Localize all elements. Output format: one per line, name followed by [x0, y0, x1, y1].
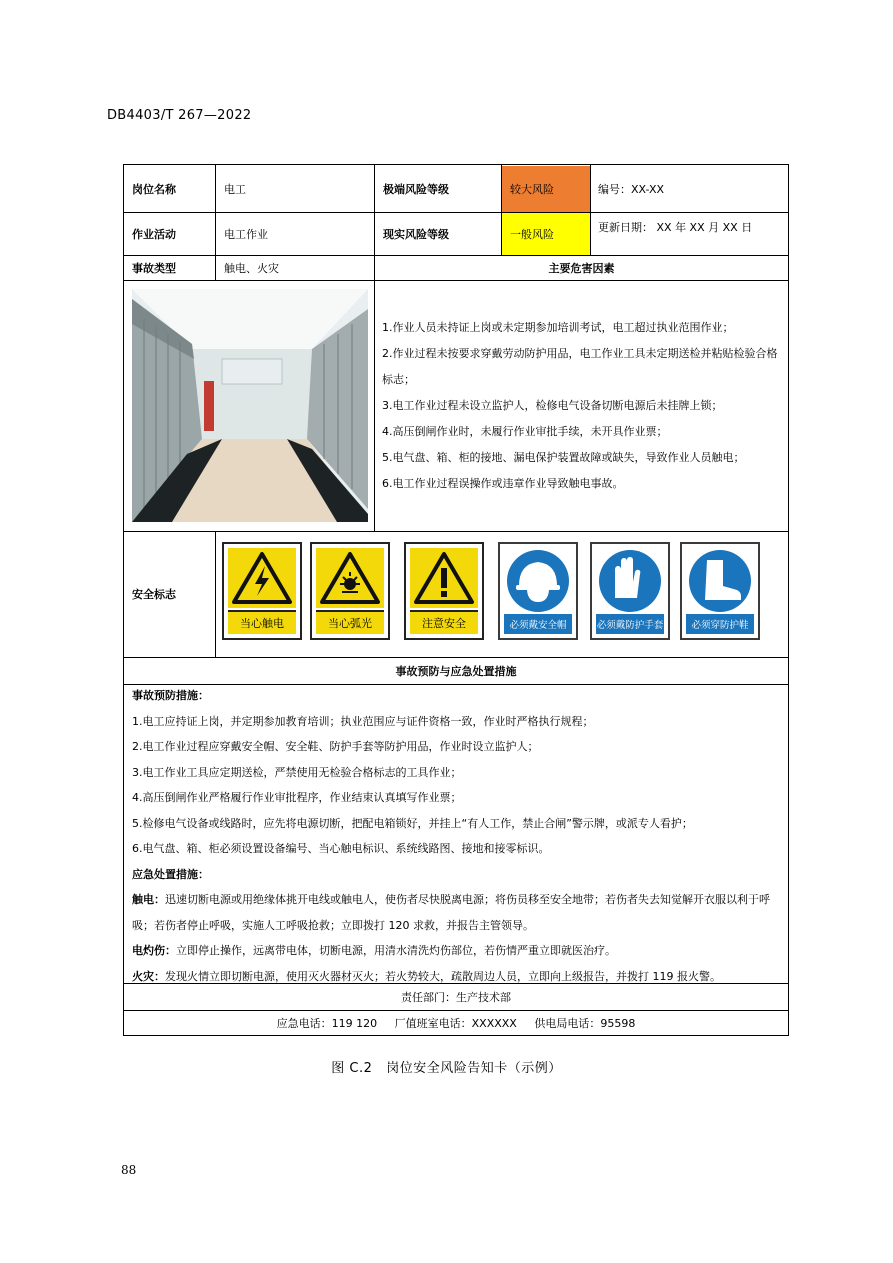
sign-electric-shock — [222, 542, 302, 640]
sign-caption: 注意安全 — [410, 610, 478, 634]
prevention-item: 3.电工作业工具应定期送检，严禁使用无检验合格标志的工具作业； — [132, 765, 462, 779]
sign-caution — [404, 542, 484, 640]
emergency-item-label: 火灾： — [132, 969, 165, 983]
sign-arc-light — [310, 542, 390, 640]
hard-hat-mandatory-icon — [504, 548, 572, 614]
col-divider — [215, 531, 216, 657]
row-divider — [124, 280, 788, 281]
emergency-item-text: 立即停止操作，远离带电体，切断电源，用清水清洗灼伤部位，若伤情严重立即就医治疗。 — [176, 944, 616, 957]
boots-mandatory-icon — [686, 548, 754, 614]
accident-type-value: 触电、火灾 — [224, 261, 279, 275]
real-risk-label: 现实风险等级 — [383, 227, 449, 241]
switchgear-room-image — [132, 289, 368, 522]
emergency-phones: 应急电话：119 120 厂值班室电话：XXXXXX 供电局电话：95598 — [276, 1016, 636, 1030]
emergency-item-text: 发现火情立即切断电源，使用灭火器材灭火；若火势较大，疏散周边人员，立即向上级报告，并拨打 119 报火警。 — [165, 969, 721, 983]
post-name-value: 电工 — [224, 182, 246, 196]
responsible-department: 责任部门：生产技术部 — [401, 990, 511, 1004]
col-divider — [590, 165, 591, 255]
hazard-item: 2.作业过程未按要求穿戴劳动防护用品，电工作业工具未定期送检并粘贴检验合格标志； — [382, 347, 778, 386]
sign-hard-hat — [498, 542, 578, 640]
post-name-label: 岗位名称 — [132, 182, 176, 196]
emergency-item-label: 电灼伤： — [132, 944, 176, 957]
document-code: DB4403/T 267—2022 — [107, 108, 252, 123]
measures-heading: 事故预防与应急处置措施 — [395, 664, 517, 678]
emergency-item-label: 触电： — [132, 893, 165, 906]
row-divider — [124, 531, 788, 532]
update-date: 更新日期： XX 年 XX 月 XX 日 — [598, 221, 753, 234]
hazards-list — [382, 315, 782, 497]
hazard-item: 5.电气盘、箱、柜的接地、漏电保护装置故障或缺失，导致作业人员触电； — [382, 451, 745, 464]
emergency-electric-shock — [132, 887, 782, 938]
emergency-title: 应急处置措施： — [132, 867, 209, 881]
arc-light-warning-icon — [316, 548, 384, 608]
prevention-item: 6.电气盘、箱、柜必须设置设备编号、当心触电标识、系统线路图、接地和接零标识。 — [132, 842, 550, 855]
gloves-mandatory-icon — [596, 548, 664, 614]
safety-signs-label: 安全标志 — [132, 588, 176, 601]
accident-type-label: 事故类型 — [132, 261, 176, 275]
emergency-electric-burn — [132, 938, 782, 964]
hazard-item: 3.电工作业过程未设立监护人，检修电气设备切断电源后未挂牌上锁； — [382, 399, 723, 412]
prevention-item: 2.电工作业过程应穿戴安全帽、安全鞋、防护手套等防护用品，作业时设立监护人； — [132, 740, 539, 753]
measures-body — [132, 683, 782, 989]
exclamation-warning-icon — [410, 548, 478, 608]
sign-caption: 必须戴安全帽 — [504, 614, 572, 634]
electric-shock-warning-icon — [228, 548, 296, 608]
switchgear-room-photo — [132, 289, 368, 522]
hazard-item: 4.高压倒闸作业时，未履行作业审批手续，未开具作业票； — [382, 425, 668, 438]
sign-caption: 当心触电 — [228, 610, 296, 634]
extreme-risk-label: 极端风险等级 — [383, 182, 449, 196]
sign-caption: 必须穿防护鞋 — [686, 614, 754, 634]
activity-value: 电工作业 — [224, 227, 268, 241]
prevention-item: 4.高压倒闸作业严格履行作业审批程序，作业结束认真填写作业票； — [132, 791, 462, 804]
real-risk-badge: 一般风险 — [502, 213, 590, 255]
extreme-risk-badge: 较大风险 — [502, 166, 590, 212]
col-divider — [215, 165, 216, 280]
prevention-item: 5.检修电气设备或线路时，应先将电源切断，把配电箱锁好，并挂上“有人工作，禁止合闸”警示牌，或派专人看护； — [132, 816, 693, 830]
prevention-item: 1.电工应持证上岗，并定期参加教育培训；执业范围应与证件资格一致，作业时严格执行规程； — [132, 714, 594, 728]
sign-caption: 当心弧光 — [316, 610, 384, 634]
hazard-item: 6.电工作业过程误操作或违章作业导致触电事故。 — [382, 477, 624, 490]
emergency-item-text: 迅速切断电源或用绝缘体挑开电线或触电人，使伤者尽快脱离电源；将伤员移至安全地带；若伤者失去知觉解开衣服以利于呼吸；若伤者停止呼吸，实施人工呼吸抢救；立即拨打 120 求救，并报告主管领导。 — [132, 893, 770, 932]
card-number: 编号：XX-XX — [598, 182, 665, 196]
activity-label: 作业活动 — [132, 227, 176, 241]
col-divider — [374, 165, 375, 531]
risk-notice-card — [123, 164, 789, 1036]
hazards-heading: 主要危害因素 — [548, 261, 615, 275]
sign-gloves — [590, 542, 670, 640]
sign-safety-shoes — [680, 542, 760, 640]
figure-caption: 图 C.2 岗位安全风险告知卡（示例） — [331, 1061, 562, 1076]
sign-caption: 必须戴防护手套 — [596, 614, 664, 634]
prevention-title: 事故预防措施： — [132, 689, 209, 702]
page-number: 88 — [121, 1163, 137, 1177]
hazard-item: 1.作业人员未持证上岗或未定期参加培训考试，电工超过执业范围作业； — [382, 321, 734, 334]
